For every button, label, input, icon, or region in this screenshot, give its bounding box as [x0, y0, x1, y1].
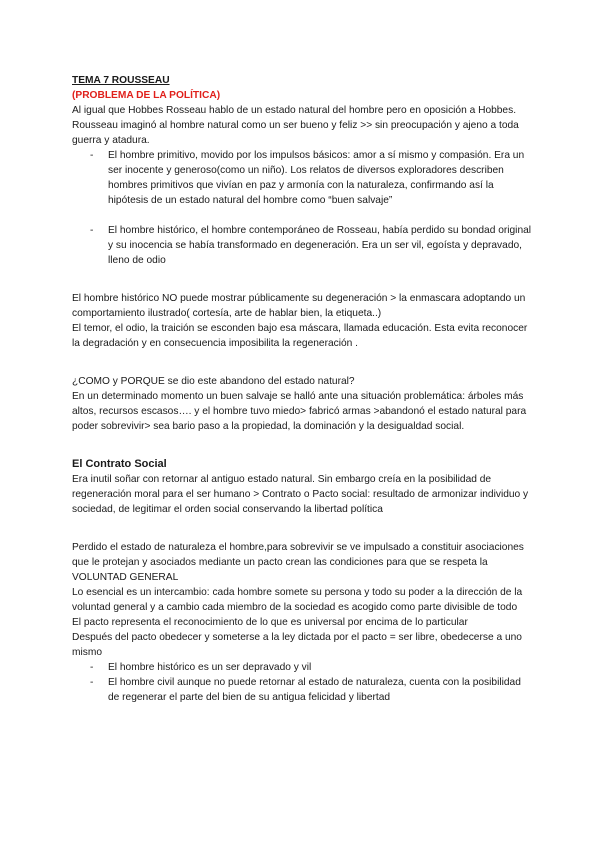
dash-bullet: -: [90, 150, 94, 161]
dash-bullet: -: [90, 225, 94, 236]
page-title: TEMA 7 ROUSSEAU: [72, 75, 170, 86]
list-item-text: El hombre histórico, el hombre contemporáneo de Rosseau, había perdido su bondad original y su inocencia se había transformado en degeneración. Era un ser vil, egoísta y depravado, lleno de odio: [108, 225, 532, 266]
bullet-list-civil: [72, 660, 532, 705]
list-spacer: [72, 208, 532, 223]
spacer: [72, 434, 532, 457]
pacto-paragraph: El pacto representa el reconocimiento de lo que es universal por encima de lo particular: [72, 617, 468, 628]
perdido-paragraph: Perdido el estado de naturaleza el hombre,para sobrevivir se ve impulsado a constituir asociaciones que le protejan y asociados mediante un pacto crean las condiciones para que se respeta la VOLUNTAD GENERAL: [72, 542, 524, 583]
spacer: [72, 517, 532, 540]
answer-paragraph: En un determinado momento un buen salvaje se halló ante una situación problemática: árboles más altos, recursos escasos…. y el hombre tuvo miedo> fabricó armas >abandonó el estado natural para poder sobrevivir> sea bario paso a la propiedad, la dominación y la desigualdad social.: [72, 391, 527, 432]
mascara-paragraph: El hombre histórico NO puede mostrar públicamente su degeneración > la enmascara adoptando un comportamiento ilustrado( cortesía, arte de hablar bien, la etiqueta..): [72, 293, 526, 319]
dash-bullet: -: [90, 662, 94, 673]
list-item: [72, 223, 532, 268]
spacer: [72, 351, 532, 374]
intro-paragraph: Al igual que Hobbes Rosseau hablo de un estado natural del hombre pero en oposición a Hobbes. Rousseau imaginó al hombre natural como un ser bueno y feliz >> sin preocupación y ajeno a toda guerra y atadura.: [72, 105, 519, 146]
list-item-text: El hombre histórico es un ser depravado y vil: [108, 662, 312, 673]
page-subtitle: (PROBLEMA DE LA POLÍTICA): [72, 90, 221, 101]
question-paragraph: ¿COMO y PORQUE se dio este abandono del estado natural?: [72, 376, 355, 387]
list-item: [72, 675, 532, 705]
esencial-paragraph: Lo esencial es un intercambio: cada hombre somete su persona y todo su poder a la dirección de la voluntad general y a cambio cada miembro de la sociedad es acogido como parte divisible de todo: [72, 587, 523, 613]
list-item: [72, 148, 532, 208]
despues-paragraph: Después del pacto obedecer y someterse a la ley dictada por el pacto = ser libre, obedecerse a uno mismo: [72, 632, 522, 658]
temor-paragraph: El temor, el odio, la traición se esconden bajo esa máscara, llamada educación. Esta evita reconocer la degradación y en consecuencia imposibilita la regeneración .: [72, 323, 528, 349]
document-body: [72, 73, 532, 705]
contrato-paragraph: Era inutil soñar con retornar al antiguo estado natural. Sin embargo creía en la posibilidad de regeneración moral para el ser humano > Contrato o Pacto social: resultado de armonizar individuo y sociedad, de legitimar el orden social conservando la libertad política: [72, 474, 529, 515]
bullet-list-hombre: [72, 148, 532, 268]
list-item-text: El hombre civil aunque no puede retornar al estado de naturaleza, cuenta con la posibilidad de regenerar el parte del bien de su antigua felicidad y libertad: [108, 677, 521, 703]
dash-bullet: -: [90, 677, 94, 688]
list-item: [72, 660, 532, 675]
list-item-text: El hombre primitivo, movido por los impulsos básicos: amor a sí mismo y compasión. Era un ser inocente y generoso(como un niño). Los relatos de diversos exploradores describen hombres primitivos que vivían en paz y armonía con la naturaleza, confirmando así la hipótesis de un estado natural del hombre como “buen salvaje”: [108, 150, 525, 206]
spacer: [72, 268, 532, 291]
section-heading-contrato: El Contrato Social: [72, 458, 167, 470]
